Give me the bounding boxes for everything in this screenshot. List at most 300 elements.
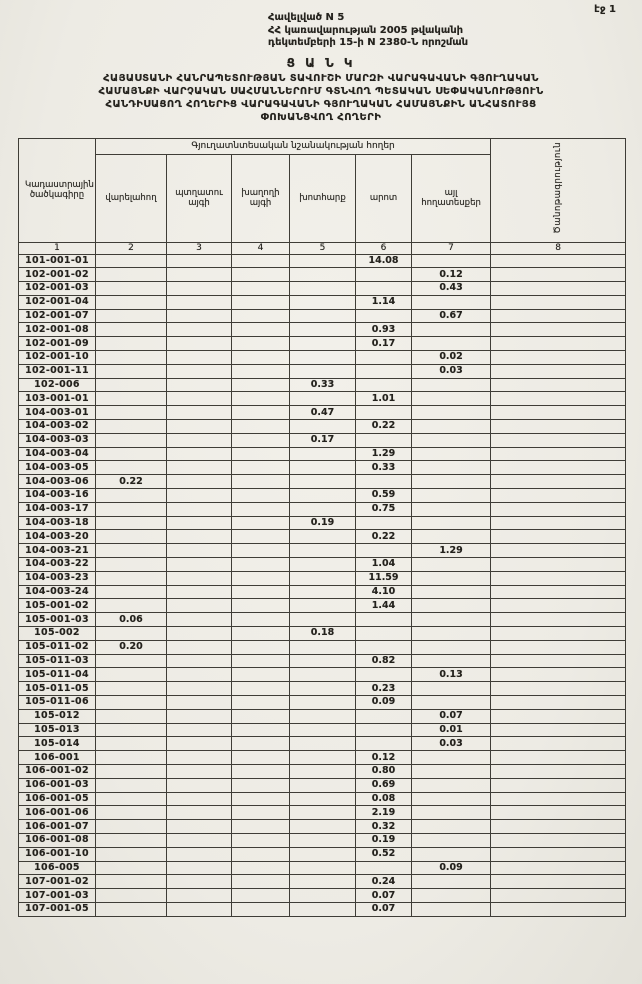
column-number: 5 — [290, 242, 356, 254]
table-row — [19, 627, 626, 641]
area-value-cell — [491, 337, 626, 351]
area-value-cell — [412, 433, 491, 447]
area-value-cell — [290, 461, 356, 475]
area-value-cell — [96, 585, 167, 599]
cadastral-code-cell: 104-003-24 — [19, 585, 96, 599]
area-value-cell — [290, 820, 356, 834]
cadastral-code-cell: 102-001-02 — [19, 268, 96, 282]
table-row — [19, 461, 626, 475]
column-number: 8 — [491, 242, 626, 254]
table-row — [19, 737, 626, 751]
area-value-cell — [491, 682, 626, 696]
area-value-cell — [290, 875, 356, 889]
table-row — [19, 820, 626, 834]
area-value-cell — [290, 254, 356, 268]
area-value-cell: 0.06 — [96, 613, 167, 627]
area-value-cell — [412, 323, 491, 337]
table-row — [19, 502, 626, 516]
area-value-cell — [356, 627, 412, 641]
cadastral-code-header-label: Կադաստրային ծածկագիրը — [25, 179, 94, 200]
cadastral-code-cell: 102-001-07 — [19, 309, 96, 323]
area-value-cell — [96, 323, 167, 337]
cadastral-code-cell: 106-001-03 — [19, 778, 96, 792]
area-value-cell — [491, 282, 626, 296]
table-row — [19, 268, 626, 282]
area-value-cell: 0.18 — [290, 627, 356, 641]
table-row — [19, 378, 626, 392]
area-value-cell — [491, 502, 626, 516]
cadastral-code-cell: 104-003-06 — [19, 475, 96, 489]
area-value-cell — [232, 558, 290, 572]
area-value-cell — [232, 406, 290, 420]
area-value-cell: 0.08 — [356, 792, 412, 806]
area-value-cell — [412, 751, 491, 765]
area-value-cell — [232, 599, 290, 613]
cadastral-code-cell: 104-003-20 — [19, 530, 96, 544]
area-value-cell — [96, 875, 167, 889]
note-header-label: Ծանոթագրություն — [553, 142, 564, 234]
area-value-cell — [167, 889, 232, 903]
area-value-cell — [412, 627, 491, 641]
area-value-cell — [232, 268, 290, 282]
area-value-cell — [232, 682, 290, 696]
area-value-cell — [290, 530, 356, 544]
area-value-cell — [96, 889, 167, 903]
area-value-cell — [232, 902, 290, 916]
area-value-cell — [96, 406, 167, 420]
area-value-cell — [232, 778, 290, 792]
cadastral-code-cell: 104-003-21 — [19, 544, 96, 558]
area-value-cell — [491, 806, 626, 820]
area-value-cell — [412, 447, 491, 461]
area-value-cell — [491, 530, 626, 544]
area-value-cell — [167, 489, 232, 503]
table-row — [19, 902, 626, 916]
area-value-cell — [356, 544, 412, 558]
area-value-cell — [491, 516, 626, 530]
area-value-cell — [491, 847, 626, 861]
area-value-cell — [290, 682, 356, 696]
area-value-cell — [232, 709, 290, 723]
area-value-cell — [232, 323, 290, 337]
area-value-cell — [290, 351, 356, 365]
area-value-cell — [167, 847, 232, 861]
area-value-cell — [232, 433, 290, 447]
area-value-cell — [232, 447, 290, 461]
cadastral-code-cell: 107-001-02 — [19, 875, 96, 889]
table-row — [19, 406, 626, 420]
area-value-cell — [290, 544, 356, 558]
area-value-cell — [412, 502, 491, 516]
cadastral-code-cell: 105-011-06 — [19, 696, 96, 710]
column-number: 4 — [232, 242, 290, 254]
area-value-cell — [232, 640, 290, 654]
area-value-cell: 0.59 — [356, 489, 412, 503]
area-value-cell — [412, 599, 491, 613]
cadastral-code-cell: 104-003-18 — [19, 516, 96, 530]
area-value-cell — [167, 861, 232, 875]
area-value-cell — [290, 447, 356, 461]
area-value-cell — [232, 461, 290, 475]
area-value-cell — [232, 364, 290, 378]
area-value-cell — [491, 668, 626, 682]
area-value-cell — [167, 268, 232, 282]
area-value-cell — [412, 558, 491, 572]
area-value-cell — [167, 323, 232, 337]
area-value-cell: 4.10 — [356, 585, 412, 599]
area-value-cell — [412, 489, 491, 503]
cadastral-code-cell: 104-003-01 — [19, 406, 96, 420]
area-value-cell — [96, 309, 167, 323]
area-value-cell — [356, 351, 412, 365]
area-value-cell — [96, 282, 167, 296]
area-value-cell — [491, 627, 626, 641]
cadastral-code-cell: 105-011-05 — [19, 682, 96, 696]
area-value-cell — [491, 447, 626, 461]
area-value-cell — [232, 420, 290, 434]
area-value-cell — [412, 378, 491, 392]
area-value-cell: 1.04 — [356, 558, 412, 572]
area-value-cell — [491, 392, 626, 406]
title-line: ՀԱՆԴԻՍԱՑՈՂ ՀՈՂԵՐԻՑ ՎԱՐԱԳԱՎԱՆԻ ԳՅՈՒՂԱԿԱՆ ՀԱՄԱՅՆՔԻՆ ԱՆՀԱՏՈՒՅՑ — [105, 98, 537, 110]
area-value-cell: 0.82 — [356, 654, 412, 668]
area-value-cell — [491, 613, 626, 627]
area-value-cell — [96, 516, 167, 530]
area-value-cell — [96, 502, 167, 516]
area-value-cell — [491, 461, 626, 475]
cadastral-code-cell: 104-003-17 — [19, 502, 96, 516]
area-value-cell — [167, 654, 232, 668]
area-value-cell — [491, 571, 626, 585]
area-value-cell — [356, 406, 412, 420]
table-row — [19, 254, 626, 268]
area-value-cell — [491, 309, 626, 323]
area-value-cell — [167, 640, 232, 654]
area-value-cell: 0.19 — [290, 516, 356, 530]
area-value-cell — [356, 268, 412, 282]
area-value-cell — [412, 640, 491, 654]
table-row — [19, 309, 626, 323]
title-line: ՓՈԽԱՆՑՎՈՂ ՀՈՂԵՐԻ — [260, 111, 382, 123]
area-value-cell — [290, 364, 356, 378]
area-value-cell — [290, 599, 356, 613]
area-value-cell — [412, 833, 491, 847]
area-value-cell — [96, 268, 167, 282]
area-value-cell: 0.22 — [356, 420, 412, 434]
area-value-cell: 0.17 — [356, 337, 412, 351]
cadastral-code-cell: 105-002 — [19, 627, 96, 641]
title-word-list: Ց Ա Ն Կ — [286, 55, 356, 70]
column-number: 6 — [356, 242, 412, 254]
area-value-cell — [96, 751, 167, 765]
area-value-cell — [167, 820, 232, 834]
area-value-cell — [167, 433, 232, 447]
area-value-cell — [232, 751, 290, 765]
area-value-cell — [290, 696, 356, 710]
area-value-cell — [96, 447, 167, 461]
area-value-cell — [356, 475, 412, 489]
area-value-cell — [96, 792, 167, 806]
area-value-cell — [412, 337, 491, 351]
area-value-cell — [290, 902, 356, 916]
area-value-cell — [412, 585, 491, 599]
area-value-cell — [412, 613, 491, 627]
area-value-cell — [167, 282, 232, 296]
area-value-cell — [491, 406, 626, 420]
area-value-cell — [232, 696, 290, 710]
area-value-cell — [96, 696, 167, 710]
area-value-cell — [167, 764, 232, 778]
area-value-cell: 0.32 — [356, 820, 412, 834]
cadastral-code-cell: 104-003-22 — [19, 558, 96, 572]
cadastral-code-cell: 106-001-10 — [19, 847, 96, 861]
cadastral-code-cell: 105-001-03 — [19, 613, 96, 627]
area-value-cell — [491, 433, 626, 447]
cadastral-code-cell: 103-001-01 — [19, 392, 96, 406]
cadastral-code-cell: 104-003-03 — [19, 433, 96, 447]
table-row — [19, 875, 626, 889]
area-value-cell — [96, 764, 167, 778]
area-value-cell — [167, 613, 232, 627]
area-value-cell — [491, 475, 626, 489]
area-value-cell: 14.08 — [356, 254, 412, 268]
area-value-cell — [356, 640, 412, 654]
area-value-cell — [290, 282, 356, 296]
area-value-cell: 0.19 — [356, 833, 412, 847]
area-value-cell — [491, 420, 626, 434]
area-value-cell: 0.93 — [356, 323, 412, 337]
area-value-cell — [167, 627, 232, 641]
area-value-cell — [96, 820, 167, 834]
area-value-cell — [232, 585, 290, 599]
area-value-cell — [167, 585, 232, 599]
area-value-cell — [232, 654, 290, 668]
area-value-cell — [412, 254, 491, 268]
area-value-cell: 0.07 — [412, 709, 491, 723]
area-value-cell — [232, 764, 290, 778]
area-value-cell — [491, 378, 626, 392]
table-row — [19, 764, 626, 778]
area-value-cell — [491, 585, 626, 599]
area-value-cell: 0.07 — [356, 902, 412, 916]
column-number: 1 — [19, 242, 96, 254]
area-value-cell — [232, 613, 290, 627]
area-value-cell — [356, 309, 412, 323]
area-value-cell: 0.12 — [356, 751, 412, 765]
area-value-cell — [167, 544, 232, 558]
area-value-cell — [167, 833, 232, 847]
area-value-cell — [96, 654, 167, 668]
area-value-cell — [290, 847, 356, 861]
area-value-cell — [412, 764, 491, 778]
area-value-cell — [491, 558, 626, 572]
cadastral-code-cell: 107-001-03 — [19, 889, 96, 903]
area-value-cell — [290, 751, 356, 765]
table-row — [19, 489, 626, 503]
area-value-cell: 0.69 — [356, 778, 412, 792]
area-value-cell — [290, 475, 356, 489]
area-value-cell — [167, 737, 232, 751]
area-value-cell — [232, 489, 290, 503]
area-value-cell — [290, 309, 356, 323]
area-value-cell: 0.01 — [412, 723, 491, 737]
area-value-cell — [356, 378, 412, 392]
area-value-cell — [356, 737, 412, 751]
area-value-cell — [290, 585, 356, 599]
area-value-cell — [167, 571, 232, 585]
cadastral-code-cell: 102-001-11 — [19, 364, 96, 378]
table-row — [19, 351, 626, 365]
area-value-cell — [412, 392, 491, 406]
area-value-cell — [491, 889, 626, 903]
area-value-cell — [290, 295, 356, 309]
area-value-cell — [96, 558, 167, 572]
cadastral-code-cell: 104-003-02 — [19, 420, 96, 434]
area-value-cell — [167, 530, 232, 544]
area-value-cell — [167, 696, 232, 710]
area-value-cell — [96, 847, 167, 861]
area-value-cell — [491, 709, 626, 723]
area-value-cell — [232, 668, 290, 682]
area-value-cell — [491, 861, 626, 875]
title-line: ՀԱՄԱՅՆՔԻ ՎԱՐՉԱԿԱՆ ՍԱՀՄԱՆՆԵՐՈՒՄ ԳՏՆՎՈՂ ՊԵՏԱԿԱՆ ՍԵՓԱԿԱՆՈՒԹՅՈՒՆ — [98, 85, 544, 97]
area-value-cell — [96, 571, 167, 585]
area-value-cell — [167, 806, 232, 820]
appendix-reference-block — [268, 0, 642, 50]
area-value-cell — [96, 351, 167, 365]
area-value-cell — [96, 902, 167, 916]
area-value-cell — [290, 571, 356, 585]
area-value-cell — [491, 764, 626, 778]
column-header-cadastral-code — [19, 138, 96, 242]
area-value-cell — [290, 806, 356, 820]
area-value-cell — [167, 254, 232, 268]
area-value-cell — [96, 806, 167, 820]
table-row — [19, 516, 626, 530]
area-value-cell — [232, 889, 290, 903]
area-value-cell — [167, 475, 232, 489]
area-value-cell — [96, 599, 167, 613]
area-value-cell — [412, 475, 491, 489]
cadastral-code-cell: 106-001-02 — [19, 764, 96, 778]
table-row — [19, 433, 626, 447]
area-value-cell — [96, 709, 167, 723]
cadastral-code-cell: 107-001-05 — [19, 902, 96, 916]
area-value-cell: 0.67 — [412, 309, 491, 323]
title-line: ՀԱՅԱՍՏԱՆԻ ՀԱՆՐԱՊԵՏՈՒԹՅԱՆ ՏԱՎՈՒՇԻ ՄԱՐԶԻ ՎԱՐԱԳԱՎԱՆԻ ԳՅՈՒՂԱԿԱՆ — [103, 72, 539, 84]
area-value-cell — [96, 833, 167, 847]
area-value-cell — [167, 751, 232, 765]
area-value-cell — [290, 723, 356, 737]
area-value-cell — [356, 516, 412, 530]
table-row — [19, 323, 626, 337]
area-value-cell — [96, 861, 167, 875]
area-value-cell — [96, 668, 167, 682]
table-row — [19, 654, 626, 668]
table-row — [19, 723, 626, 737]
table-row — [19, 709, 626, 723]
area-value-cell — [412, 696, 491, 710]
area-value-cell — [412, 847, 491, 861]
area-value-cell — [412, 778, 491, 792]
table-row — [19, 585, 626, 599]
area-value-cell — [167, 558, 232, 572]
area-value-cell — [96, 295, 167, 309]
area-value-cell — [167, 420, 232, 434]
area-value-cell — [491, 489, 626, 503]
table-row — [19, 364, 626, 378]
cadastral-code-cell: 106-001 — [19, 751, 96, 765]
area-value-cell — [96, 420, 167, 434]
area-value-cell — [290, 489, 356, 503]
table-row — [19, 282, 626, 296]
area-value-cell — [96, 778, 167, 792]
area-value-cell — [491, 820, 626, 834]
area-value-cell — [491, 364, 626, 378]
column-header-arable-land: վարելահող — [96, 154, 167, 242]
area-value-cell — [290, 337, 356, 351]
area-value-cell — [167, 668, 232, 682]
table-row — [19, 668, 626, 682]
area-value-cell — [290, 420, 356, 434]
appendix-line: դեկտեմբերի 15-ի N 2380-Ն որոշման — [268, 37, 469, 48]
table-row — [19, 475, 626, 489]
area-value-cell: 0.20 — [96, 640, 167, 654]
area-value-cell — [491, 295, 626, 309]
area-value-cell — [232, 378, 290, 392]
area-value-cell — [491, 902, 626, 916]
cadastral-code-cell: 104-003-16 — [19, 489, 96, 503]
cadastral-code-cell: 105-011-03 — [19, 654, 96, 668]
table-row — [19, 558, 626, 572]
area-value-cell: 0.23 — [356, 682, 412, 696]
area-value-cell — [96, 461, 167, 475]
area-value-cell — [491, 654, 626, 668]
area-value-cell — [167, 378, 232, 392]
cadastral-code-cell: 104-003-04 — [19, 447, 96, 461]
area-value-cell — [232, 875, 290, 889]
area-value-cell — [232, 351, 290, 365]
area-value-cell: 0.24 — [356, 875, 412, 889]
area-value-cell — [167, 778, 232, 792]
area-value-cell — [167, 709, 232, 723]
area-value-cell — [96, 530, 167, 544]
table-row — [19, 806, 626, 820]
group-header-agricultural-lands: Գյուղատնտեսական նշանակության հողեր — [96, 138, 491, 154]
area-value-cell: 0.02 — [412, 351, 491, 365]
area-value-cell: 0.43 — [412, 282, 491, 296]
area-value-cell — [290, 737, 356, 751]
area-value-cell — [96, 544, 167, 558]
area-value-cell — [356, 861, 412, 875]
area-value-cell — [491, 599, 626, 613]
area-value-cell — [167, 902, 232, 916]
area-value-cell — [491, 723, 626, 737]
column-number-row — [19, 242, 626, 254]
area-value-cell — [356, 364, 412, 378]
area-value-cell: 1.14 — [356, 295, 412, 309]
cadastral-code-cell: 102-001-03 — [19, 282, 96, 296]
area-value-cell — [232, 295, 290, 309]
table-row — [19, 792, 626, 806]
cadastral-code-cell: 104-003-05 — [19, 461, 96, 475]
area-value-cell: 0.17 — [290, 433, 356, 447]
area-value-cell — [290, 709, 356, 723]
area-value-cell — [96, 737, 167, 751]
area-value-cell — [232, 820, 290, 834]
area-value-cell — [232, 502, 290, 516]
cadastral-code-cell: 105-012 — [19, 709, 96, 723]
